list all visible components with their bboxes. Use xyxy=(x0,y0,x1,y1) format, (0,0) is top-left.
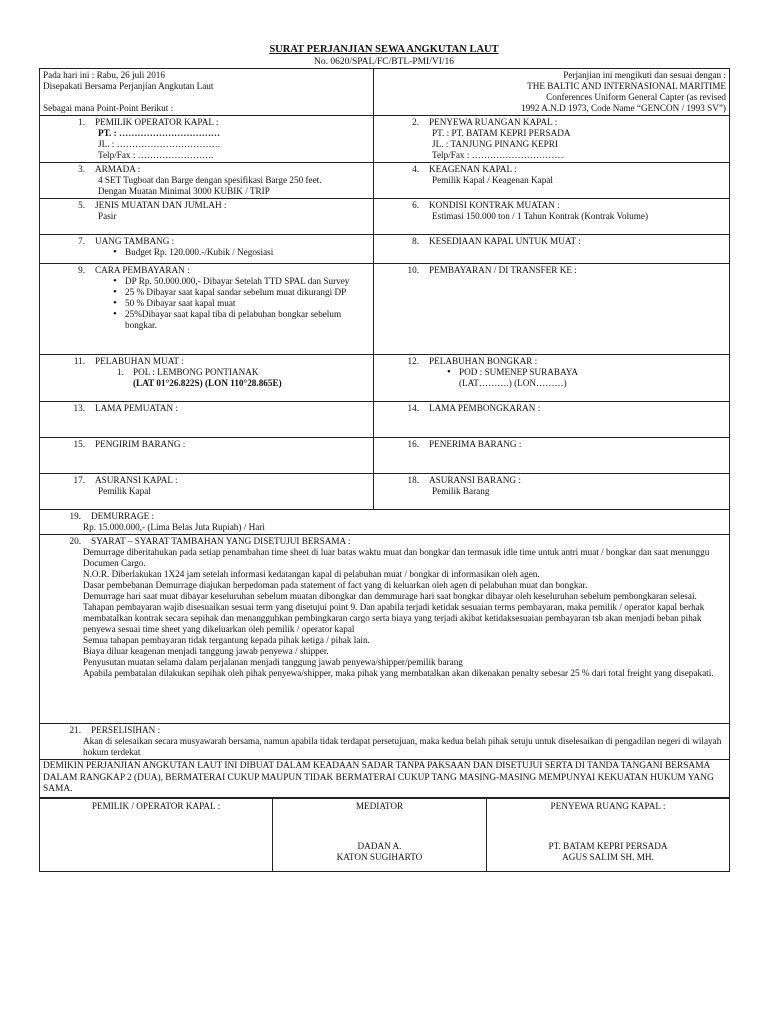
section-title: KONDISI KONTRAK MUATAN : xyxy=(429,200,560,210)
section-number: 12. xyxy=(407,356,419,366)
closing-row xyxy=(40,760,730,798)
charterer-phone: Telp/Fax : ………………………… xyxy=(432,150,564,160)
intro-row xyxy=(40,69,730,116)
section-15-shipper xyxy=(40,438,374,474)
signature-mediator-name: DADAN A. xyxy=(357,840,402,851)
section-row-7-8 xyxy=(40,235,730,264)
dispute-value: Akan di selesaikan secara musyawarah bersama, namun apabila tidak terdapat persetujuan, maka kedua belah pihak setuju untuk diselesaikan di pengadilan negeri di wilayah hokum terdekat xyxy=(83,736,722,757)
document-title: SURAT PERJANJIAN SEWA ANGKUTAN LAUT xyxy=(269,44,499,55)
section-title: ASURANSI BARANG : xyxy=(429,475,521,485)
term-paragraph: Demurrage diberitahukan pada setiap penambahan time sheet di luar batas waktu muat dan bongkar dan termasuk idle time untuk antri muat / bongkar dan saat menunggu Documen Cargo. xyxy=(83,547,710,568)
section-14-discharge-time xyxy=(374,402,730,438)
section-row-17-18 xyxy=(40,474,730,510)
signature-mediator-heading: MEDIATOR xyxy=(355,800,404,811)
freight-budget: • Budget Rp. 120.000.-/Kubik / Negosiasi xyxy=(43,247,370,258)
intro-agreement: Disepakati Bersama Perjanjian Angkutan Laut xyxy=(43,81,214,91)
section-12-discharge-port xyxy=(374,355,730,402)
section-number: 9. xyxy=(78,265,85,275)
section-row-13-14 xyxy=(40,402,730,438)
fleet-spec: 4 SET Tugboat dan Barge dengan spesifikasi Barge 250 feet. xyxy=(98,175,322,185)
signature-mediator-person: KATON SUGIHARTO xyxy=(336,851,423,862)
section-number: 5. xyxy=(78,200,85,210)
charterer-pt: PT. : PT. BATAM KEPRI PERSADA xyxy=(432,128,571,138)
signature-row xyxy=(40,798,730,871)
section-number: 7. xyxy=(78,236,85,246)
signature-charterer xyxy=(487,798,730,871)
section-20-additional-terms xyxy=(40,535,730,724)
section-title: PEMBAYARAN / DI TRANSFER KE : xyxy=(429,265,577,275)
section-number: 16. xyxy=(407,439,419,449)
signature-owner-heading: PEMILIK / OPERATOR KAPAL : xyxy=(91,800,221,811)
section-title: PELABUHAN BONGKAR : xyxy=(429,356,538,366)
section-title: ARMADA : xyxy=(95,164,141,174)
section-row-19 xyxy=(40,510,730,535)
section-row-20 xyxy=(40,535,730,724)
section-title: UANG TAMBANG : xyxy=(95,236,175,246)
section-number: 21. xyxy=(69,725,81,735)
signature-charterer-name: PT. BATAM KEPRI PERSADA xyxy=(548,840,668,851)
section-number: 10. xyxy=(407,265,419,275)
section-number: 6. xyxy=(412,200,419,210)
loading-port-number: 1. xyxy=(117,367,124,377)
section-title: KEAGENAN KAPAL : xyxy=(429,164,517,174)
section-row-9-10 xyxy=(40,264,730,355)
intro-date: Pada hari ini : Rabu, 26 juli 2016 xyxy=(43,70,165,80)
section-title: PERSELISIHAN : xyxy=(91,725,161,735)
section-5-cargo xyxy=(40,199,374,235)
term-paragraph: Penyusutan muatan selama dalam perjalanan menjadi tanggung jawab penyewa/shipper/pemilik barang xyxy=(83,657,463,667)
owner-address: JL. : ……………………………. xyxy=(98,139,220,149)
intro-reference-4: 1992 A.N.D 1973, Code Name “GENCON / 1993 SV”) xyxy=(521,103,726,113)
section-9-payment xyxy=(40,264,374,355)
charterer-address: JL. : TANJUNG PINANG KEPRI xyxy=(432,139,558,149)
section-row-21 xyxy=(40,724,730,760)
section-row-11-12 xyxy=(40,355,730,402)
section-16-consignee xyxy=(374,438,730,474)
section-8-readiness xyxy=(374,235,730,264)
section-number: 15. xyxy=(73,439,85,449)
section-number: 13. xyxy=(73,403,85,413)
term-paragraph: Biaya diluar keagenan menjadi tanggung jawab penyewa / shipper. xyxy=(83,646,329,656)
section-title: JENIS MUATAN DAN JUMLAH : xyxy=(95,200,227,210)
signature-owner xyxy=(40,798,273,871)
payment-term: • 50 % Dibayar saat kapal muat xyxy=(43,298,370,309)
term-paragraph: Dasar pembebanan Demurrage diajukan berpedoman pada statement of fact yang di keluarkan oleh agen di pelabuhan muat dan bongkar. xyxy=(83,580,588,590)
section-3-fleet xyxy=(40,163,374,199)
document-number: No. 0620/SPAL/FC/BTL-PMI/VI/16 xyxy=(313,57,455,67)
signature-table xyxy=(39,798,730,872)
fleet-capacity: Dengan Muatan Minimal 3000 KUBIK / TRIP xyxy=(98,186,270,196)
term-paragraph: Apabila pembatalan dilakukan sepihak oleh pihak penyewa/shipper, maka pihak yang membatalkan akan dikenakan penalty sebesar 25 % dari total freight yang disepakati. xyxy=(83,668,714,678)
intro-right xyxy=(374,69,730,116)
section-number: 14. xyxy=(407,403,419,413)
signature-charterer-person: AGUS SALIM SH. MH. xyxy=(562,851,654,862)
payment-term: • 25 % Dibayar saat kapal sandar sebelum muat dikurangi DP xyxy=(43,287,370,298)
section-13-loading-time xyxy=(40,402,374,438)
section-number: 19. xyxy=(69,511,81,521)
section-18-cargo-insurance xyxy=(374,474,730,510)
closing-statement: DEMIKIN PERJANJIAN ANGKUTAN LAUT INI DIBUAT DALAM KEADAAN SADAR TANPA PAKSAAN DAN DISETUJUI SERTA DI TANDA TANGANI BERSAMA DALAM RANGKAP 2 (DUA), BERMATERAI CUKUP MAUPUN TIDAK BERMATERAI CUKUP TANG MASING-MASING MEMPUNYAI KEKUATAN HUKUM YANG SAMA. xyxy=(40,760,730,798)
demurrage-value: Rp. 15.000.000,- (Lima Belas Juta Rupiah) / Hari xyxy=(83,522,265,532)
section-7-freight xyxy=(40,235,374,264)
intro-left xyxy=(40,69,374,116)
loading-port-name: POL : LEMBONG PONTIANAK xyxy=(133,367,259,377)
section-2-charterer xyxy=(374,116,730,163)
contract-value: Estimasi 150.000 ton / 1 Tahun Kontrak (Kontrak Volume) xyxy=(432,211,649,221)
intro-reference-2: THE BALTIC AND INTERNASIONAL MARITIME xyxy=(527,81,726,91)
section-number: 8. xyxy=(412,236,419,246)
agreement-table xyxy=(39,68,730,798)
section-19-demurrage xyxy=(40,510,730,535)
section-1-owner xyxy=(40,116,374,163)
section-6-contract xyxy=(374,199,730,235)
term-paragraph: N.O.R. Diberlakukan 1X24 jam setelah informasi kedatangan kapal di pelabuhan muat / bongkar di informasikan oleh agen. xyxy=(83,569,540,579)
section-title: PENERIMA BARANG : xyxy=(429,439,522,449)
term-paragraph: Demurrage hari saat muat dibayar keseluruhan sebelum muatan dibongkar dan demmurage hari saat bongkar dibayar oleh keseluruhan sebelum pembongkaran selesai. xyxy=(83,591,697,601)
discharge-port-coordinates: (LAT……….) (LON………) xyxy=(459,378,567,388)
section-title: CARA PEMBAYARAN : xyxy=(95,265,190,275)
signature-charterer-heading: PENYEWA RUANG KAPAL : xyxy=(550,800,666,811)
cargo-insurance-value: Pemilik Barang xyxy=(432,486,490,496)
section-21-dispute xyxy=(40,724,730,760)
section-number: 1. xyxy=(78,117,85,127)
section-title: DEMURRAGE : xyxy=(91,511,155,521)
intro-reference-3: Conferences Uniform General Capter (as revised xyxy=(546,92,726,102)
section-title: LAMA PEMUATAN : xyxy=(95,403,178,413)
section-title: ASURANSI KAPAL : xyxy=(95,475,178,485)
term-paragraph: Tahapan pembayaran wajib disesuaikan sesuai term yang disetujui point 9. Dan apabila terjadi ketidak sesuaian terms pembayaran, maka pemilik / operator kapal berhak membatalkan kontrak secara sepihak dan menangguhkan pembingkaran cargo serta biaya yang terjadi akibat ketidaksesuaian pembayaran tsb akan menjadi beban pihak penyewa sesuai time sheet yang dikeluarkan oleh pemilik / operator kapal xyxy=(83,602,705,634)
section-10-transfer xyxy=(374,264,730,355)
section-number: 3. xyxy=(78,164,85,174)
section-title: KESEDIAAN KAPAL UNTUK MUAT : xyxy=(429,236,581,246)
section-title: PENGIRIM BARANG : xyxy=(95,439,186,449)
section-title: PENYEWA RUANGAN KAPAL : xyxy=(429,117,558,127)
section-row-15-16 xyxy=(40,438,730,474)
section-title: PEMILIK OPERATOR KAPAL : xyxy=(95,117,219,127)
agency-value: Pemilik Kapal / Keagenan Kapal xyxy=(432,175,553,185)
section-row-5-6 xyxy=(40,199,730,235)
intro-reference-1: Perjanjian ini mengikuti dan sesuai dengan : xyxy=(563,70,726,80)
section-number: 18. xyxy=(407,475,419,485)
section-number: 17. xyxy=(73,475,85,485)
section-title: SYARAT – SYARAT TAMBAHAN YANG DISETUJUI BERSAMA : xyxy=(91,536,351,546)
section-4-agency xyxy=(374,163,730,199)
signature-mediator xyxy=(273,798,487,871)
loading-port-coordinates: (LAT 01°26.822S) (LON 110°28.865E) xyxy=(133,378,282,388)
section-11-loading-port xyxy=(40,355,374,402)
intro-points: Sebagai mana Point-Point Berikut : xyxy=(43,103,174,113)
section-row-1-2 xyxy=(40,116,730,163)
section-row-3-4 xyxy=(40,163,730,199)
section-title: LAMA PEMBONGKARAN : xyxy=(429,403,541,413)
section-number: 20. xyxy=(69,536,81,546)
charter-agreement-document xyxy=(39,44,729,872)
owner-phone: Telp/Fax : ……………………. xyxy=(98,150,214,160)
section-number: 4. xyxy=(412,164,419,174)
ship-insurance-value: Pemilik Kapal xyxy=(98,486,151,496)
section-number: 11. xyxy=(73,356,85,366)
payment-term: • 25%Dibayar saat kapal tiba di pelabuhan bongkar sebelum bongkar. xyxy=(43,309,370,331)
payment-term: • DP Rp. 50.000.000,- Dibayar Setelah TTD SPAL dan Survey xyxy=(43,276,370,287)
section-title: PELABUHAN MUAT : xyxy=(95,356,184,366)
section-17-ship-insurance xyxy=(40,474,374,510)
term-paragraph: Semua tahapan pembayaran tidak tergantung kepada pihak ketiga / pihak lain. xyxy=(83,635,370,645)
owner-pt: PT. : …………………………… xyxy=(98,128,221,138)
section-number: 2. xyxy=(412,117,419,127)
discharge-port-name: • POD : SUMENEP SURABAYA xyxy=(377,367,726,378)
cargo-value: Pasir xyxy=(98,211,117,221)
